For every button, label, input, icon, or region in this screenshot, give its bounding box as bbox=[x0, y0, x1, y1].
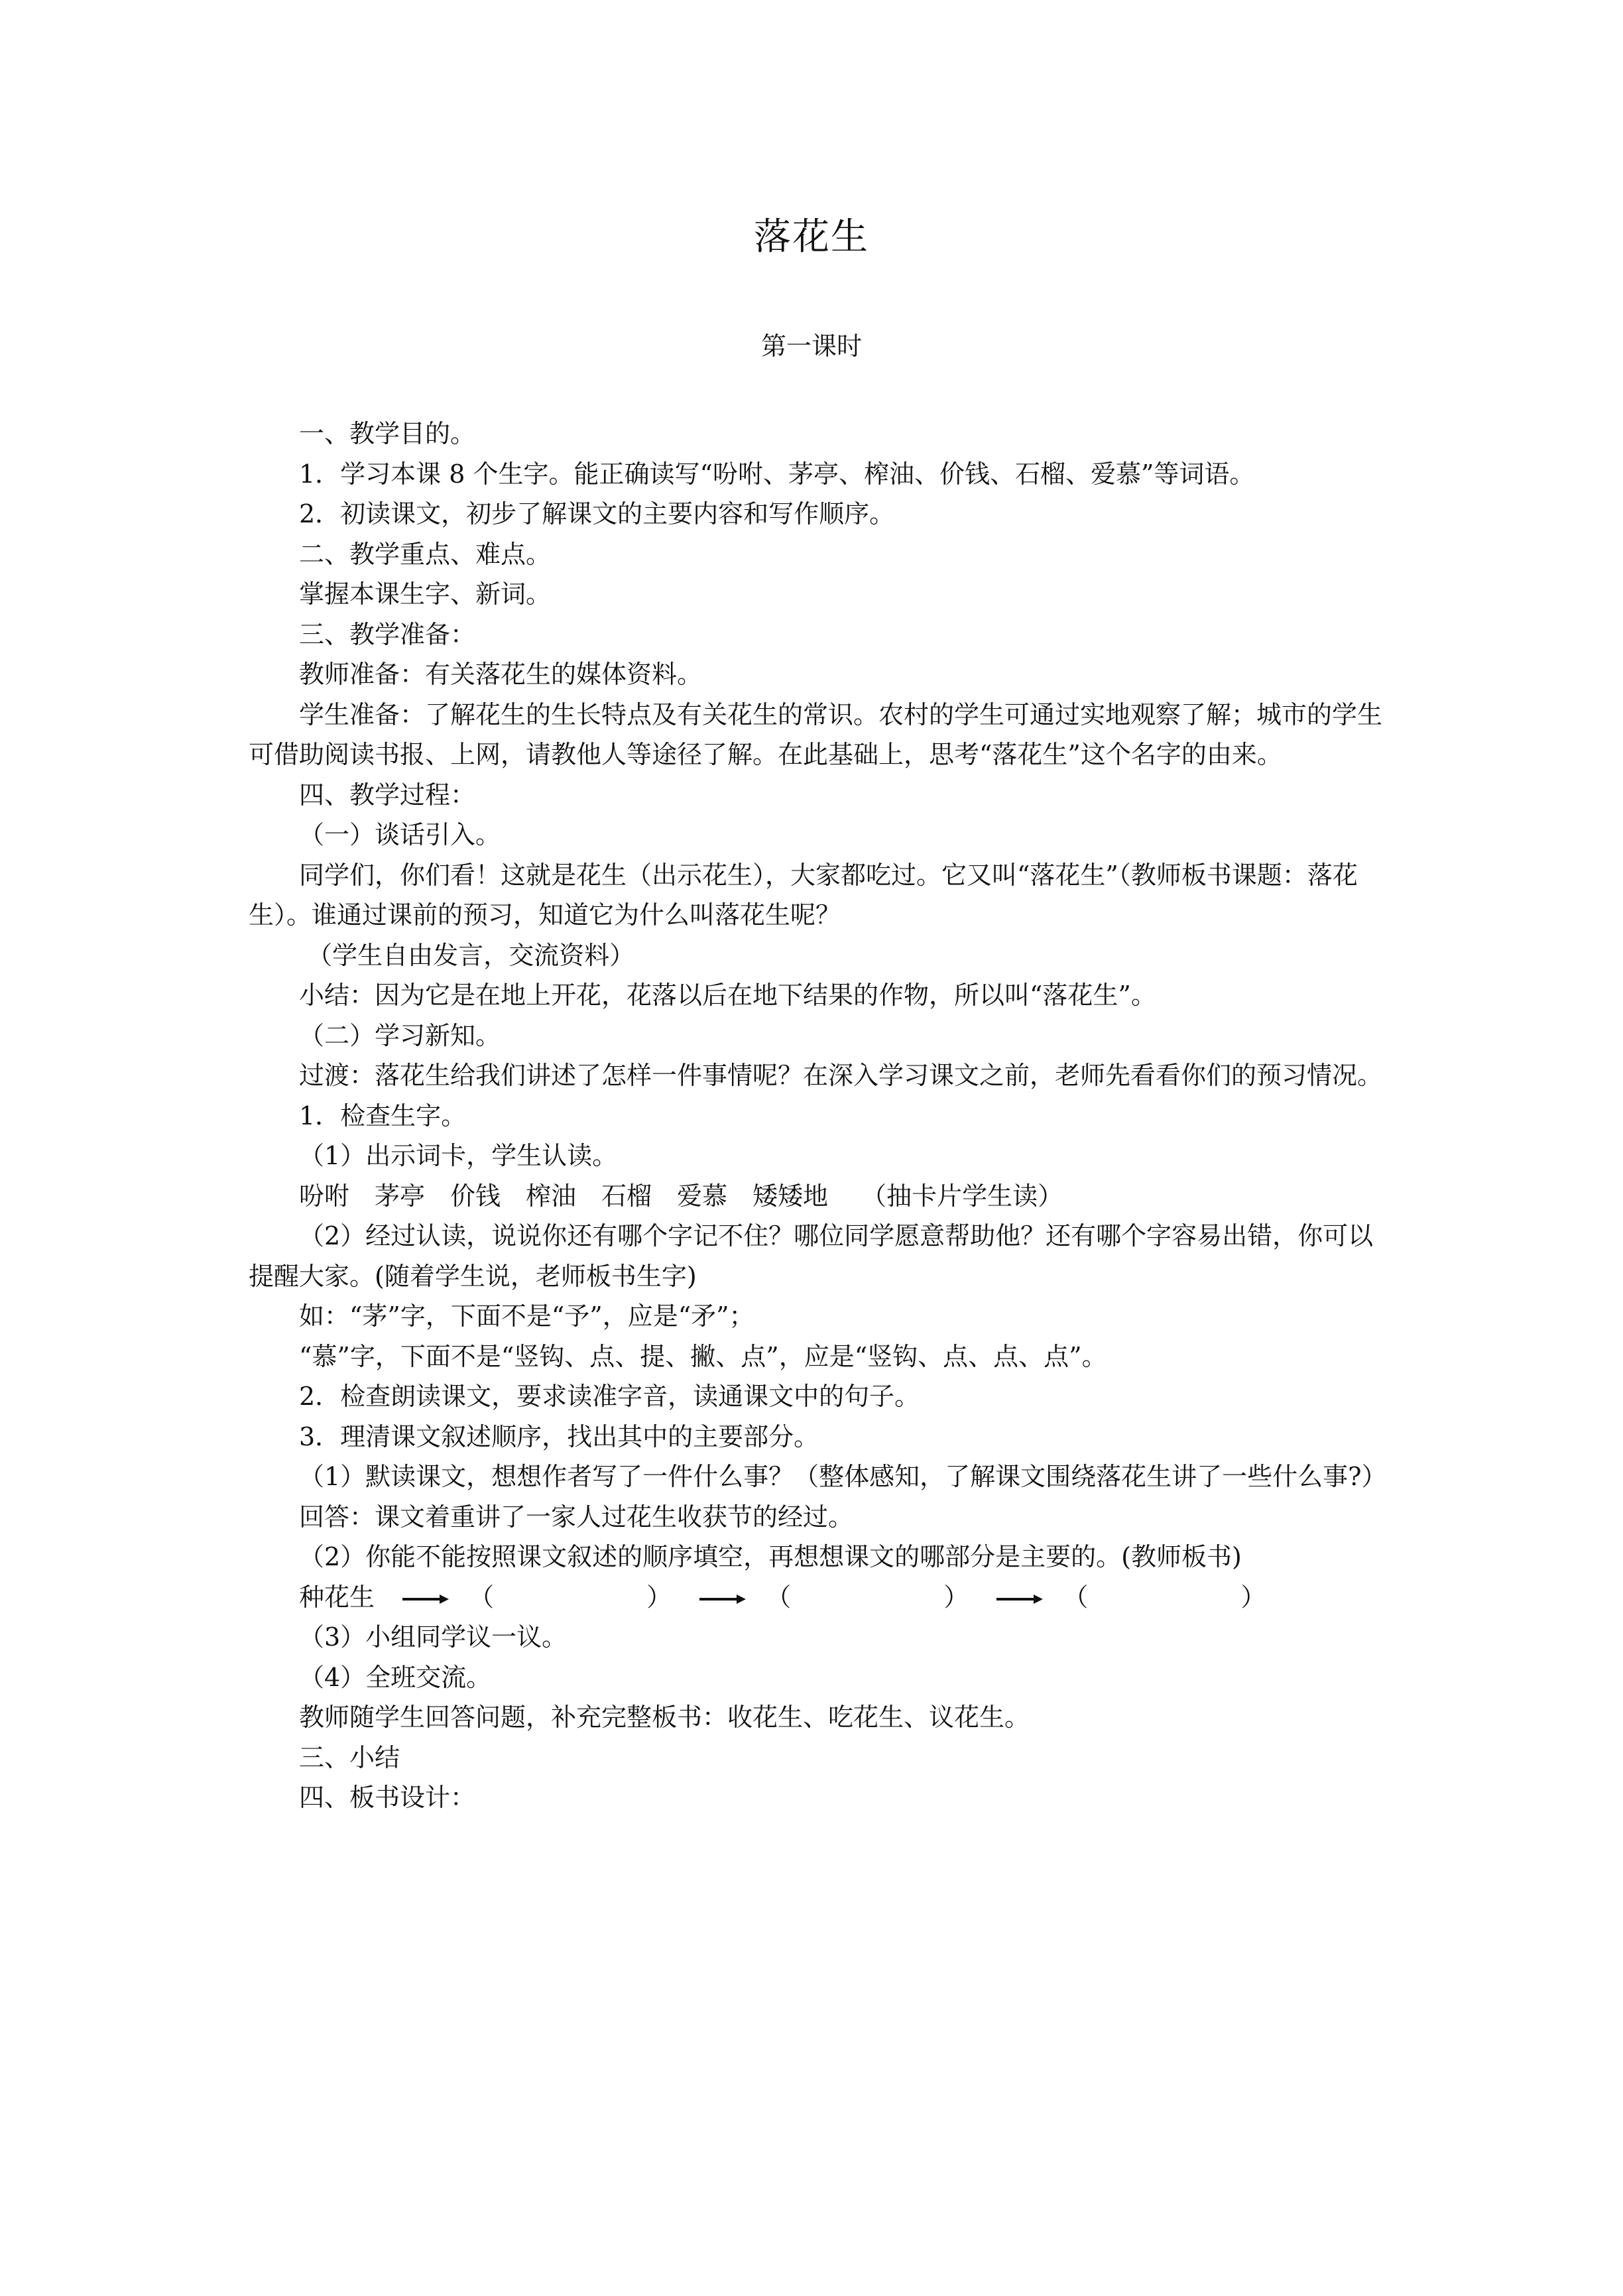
paragraph: （2）你能不能按照课文叙述的顺序填空，再想想课文的哪部分是主要的。(教师板书) bbox=[299, 1542, 1242, 1571]
paragraph: 三、小结 bbox=[299, 1742, 400, 1772]
paragraph: 二、教学重点、难点。 bbox=[299, 539, 552, 569]
document-body bbox=[249, 414, 1396, 1818]
paragraph: 1．学习本课 8 个生字。能正确读写“吩咐、茅亭、榨油、价钱、石榴、爱慕”等词语。 bbox=[299, 459, 1255, 489]
paragraph: 2．初读课文，初步了解课文的主要内容和写作顺序。 bbox=[299, 499, 895, 528]
paragraph: 学生准备：了解花生的生长特点及有关花生的常识。农村的学生可通过实地观察了解；城市的学生可借助阅读书报、上网，请教他人等途径了解。在此基础上，思考“落花生”这个名字的由来。 bbox=[249, 699, 1383, 769]
paragraph: （一）谈话引入。 bbox=[299, 820, 501, 849]
paragraph: （二）学习新知。 bbox=[299, 1020, 501, 1050]
paragraph: 掌握本课生字、新词。 bbox=[299, 579, 552, 609]
paragraph: （4）全班交流。 bbox=[299, 1662, 492, 1692]
sequence-fill-in bbox=[249, 1577, 1396, 1618]
blank-close: ） bbox=[1240, 1582, 1266, 1612]
paragraph: （1）默读课文，想想作者写了一件什么事？（整体感知，了解课文围绕落花生讲了一些什么事?） bbox=[299, 1462, 1387, 1491]
document-title: 落花生 bbox=[754, 215, 869, 259]
paragraph: （1）出示词卡，学生认读。 bbox=[299, 1141, 618, 1170]
paragraph: 如：“茅”字，下面不是“予”，应是“矛”； bbox=[299, 1301, 754, 1331]
blank-open: （ bbox=[766, 1582, 792, 1612]
sequence-start: 种花生 bbox=[299, 1582, 375, 1612]
paragraph: 一、教学目的。 bbox=[299, 419, 476, 448]
paragraph: （2）经过认读，说说你还有哪个字记不住？哪位同学愿意帮助他？还有哪个字容易出错，你可以提醒大家。(随着学生说，老师板书生字) bbox=[249, 1221, 1374, 1291]
right-arrow-icon bbox=[402, 1593, 449, 1606]
paragraph: 同学们，你们看！这就是花生（出示花生），大家都吃过。它又叫“落花生”（教师板书课题：落花生）。谁通过课前的预习，知道它为什么叫落花生呢？ bbox=[249, 860, 1358, 930]
paragraph: 2．检查朗读课文，要求读准字音，读通课文中的句子。 bbox=[299, 1382, 920, 1411]
paragraph: （3）小组同学议一议。 bbox=[299, 1622, 568, 1652]
paragraph: 四、教学过程： bbox=[299, 780, 476, 810]
paragraph: 四、板书设计： bbox=[299, 1783, 476, 1812]
paragraph: 1．检查生字。 bbox=[299, 1101, 467, 1130]
paragraph: 教师随学生回答问题，补充完整板书：收花生、吃花生、议花生。 bbox=[299, 1703, 1030, 1732]
blank-close: ） bbox=[646, 1582, 672, 1612]
paragraph: 回答：课文着重讲了一家人过花生收获节的经过。 bbox=[299, 1502, 854, 1532]
paragraph: （学生自由发言，交流资料） bbox=[299, 940, 635, 970]
paragraph: 小结：因为它是在地上开花，花落以后在地下结果的作物，所以叫“落花生”。 bbox=[299, 981, 1156, 1010]
paragraph: “慕”字，下面不是“竖钩、点、提、撇、点”，应是“竖钩、点、点、点”。 bbox=[299, 1341, 1107, 1371]
word-card-list: 吩咐 茅亭 价钱 榨油 石榴 爱慕 矮矮地 （抽卡片学生读） bbox=[299, 1181, 1063, 1211]
blank-close: ） bbox=[943, 1582, 969, 1612]
right-arrow-icon bbox=[699, 1593, 746, 1606]
paragraph: 三、教学准备： bbox=[299, 619, 476, 649]
right-arrow-icon bbox=[996, 1593, 1043, 1606]
lesson-subtitle: 第一课时 bbox=[760, 332, 862, 361]
blank-open: （ bbox=[469, 1582, 495, 1612]
paragraph: 教师准备：有关落花生的媒体资料。 bbox=[299, 660, 703, 689]
paragraph: 过渡：落花生给我们讲述了怎样一件事情呢？在深入学习课文之前，老师先看看你们的预习情况。 bbox=[299, 1061, 1383, 1090]
paragraph: 3．理清课文叙述顺序，找出其中的主要部分。 bbox=[299, 1421, 819, 1451]
blank-open: （ bbox=[1063, 1582, 1089, 1612]
